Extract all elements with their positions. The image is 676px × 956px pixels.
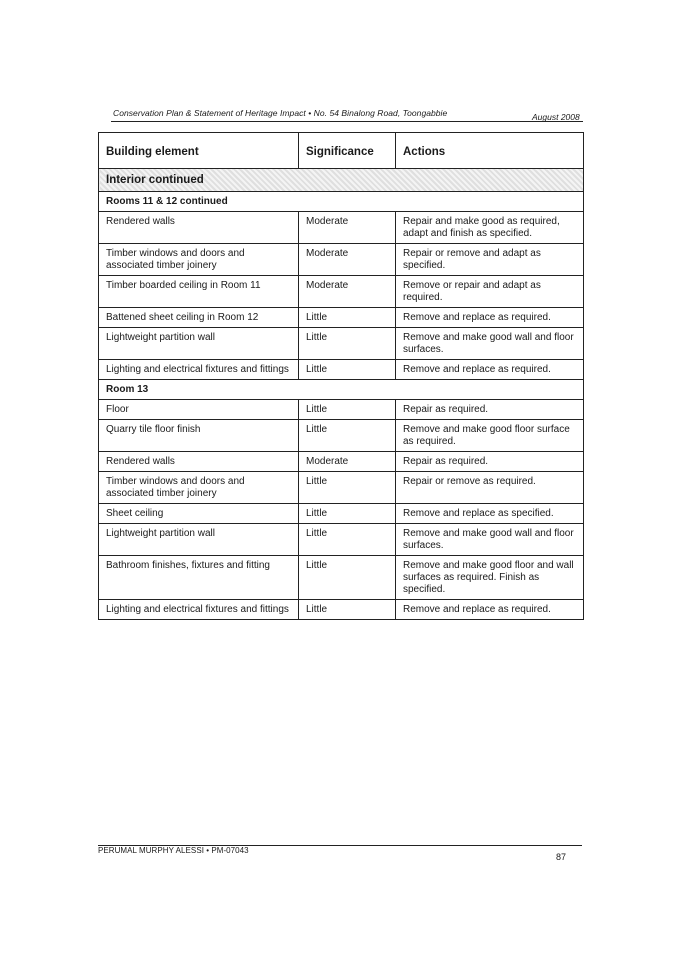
cell-building-element: Lightweight partition wall (99, 328, 299, 360)
cell-action: Remove and make good floor surface as required. (396, 420, 584, 452)
cell-significance: Moderate (299, 452, 396, 472)
cell-significance: Moderate (299, 244, 396, 276)
cell-action: Remove and replace as required. (396, 600, 584, 620)
cell-building-element: Quarry tile floor finish (99, 420, 299, 452)
cell-significance: Moderate (299, 276, 396, 308)
table-row (99, 600, 584, 620)
cell-action: Repair as required. (396, 400, 584, 420)
cell-action: Repair or remove as required. (396, 472, 584, 504)
group-heading: Room 13 (99, 380, 584, 400)
table-row (99, 420, 584, 452)
cell-action: Remove and replace as required. (396, 308, 584, 328)
column-header-actions: Actions (396, 133, 584, 169)
table-header-row (99, 133, 584, 169)
cell-significance: Little (299, 360, 396, 380)
group-heading-row (99, 192, 584, 212)
cell-action: Remove or repair and adapt as required. (396, 276, 584, 308)
cell-action: Remove and make good wall and floor surfaces. (396, 328, 584, 360)
column-header-significance: Significance (299, 133, 396, 169)
table-row (99, 472, 584, 504)
footer-company: PERUMAL MURPHY ALESSI • PM-07043 (98, 846, 249, 855)
header-rule (111, 121, 583, 122)
column-header-building-element: Building element (99, 133, 299, 169)
cell-building-element: Bathroom finishes, fixtures and fitting (99, 556, 299, 600)
running-header-title: Conservation Plan & Statement of Heritage Impact • No. 54 Binalong Road, Toongabbie (113, 108, 448, 118)
cell-action: Remove and replace as required. (396, 360, 584, 380)
table-row (99, 360, 584, 380)
section-heading: Interior continued (99, 169, 584, 192)
cell-building-element: Timber boarded ceiling in Room 11 (99, 276, 299, 308)
table-row (99, 212, 584, 244)
page-number: 87 (556, 852, 567, 862)
cell-significance: Little (299, 472, 396, 504)
cell-action: Repair or remove and adapt as specified. (396, 244, 584, 276)
table-row (99, 504, 584, 524)
table-row (99, 452, 584, 472)
cell-action: Repair and make good as required, adapt and finish as specified. (396, 212, 584, 244)
cell-building-element: Lighting and electrical fixtures and fittings (99, 600, 299, 620)
cell-action: Remove and make good wall and floor surfaces. (396, 524, 584, 556)
cell-building-element: Sheet ceiling (99, 504, 299, 524)
cell-significance: Little (299, 524, 396, 556)
cell-action: Remove and replace as specified. (396, 504, 584, 524)
table-row (99, 308, 584, 328)
table-row (99, 400, 584, 420)
cell-significance: Little (299, 400, 396, 420)
cell-significance: Little (299, 504, 396, 524)
cell-significance: Little (299, 308, 396, 328)
table-row (99, 276, 584, 308)
group-heading: Rooms 11 & 12 continued (99, 192, 584, 212)
cell-significance: Little (299, 328, 396, 360)
cell-action: Remove and make good floor and wall surfaces as required. Finish as specified. (396, 556, 584, 600)
cell-action: Repair as required. (396, 452, 584, 472)
running-header-date: August 2008 (532, 112, 580, 122)
table-row (99, 524, 584, 556)
table-row (99, 556, 584, 600)
cell-building-element: Rendered walls (99, 452, 299, 472)
cell-building-element: Timber windows and doors and associated timber joinery (99, 244, 299, 276)
cell-building-element: Rendered walls (99, 212, 299, 244)
cell-significance: Moderate (299, 212, 396, 244)
table-row (99, 244, 584, 276)
cell-building-element: Battened sheet ceiling in Room 12 (99, 308, 299, 328)
cell-significance: Little (299, 420, 396, 452)
cell-building-element: Lighting and electrical fixtures and fittings (99, 360, 299, 380)
heritage-schedule-table (98, 132, 584, 620)
cell-building-element: Timber windows and doors and associated timber joinery (99, 472, 299, 504)
group-heading-row (99, 380, 584, 400)
section-heading-row (99, 169, 584, 192)
cell-significance: Little (299, 600, 396, 620)
cell-building-element: Lightweight partition wall (99, 524, 299, 556)
table-row (99, 328, 584, 360)
cell-significance: Little (299, 556, 396, 600)
cell-building-element: Floor (99, 400, 299, 420)
